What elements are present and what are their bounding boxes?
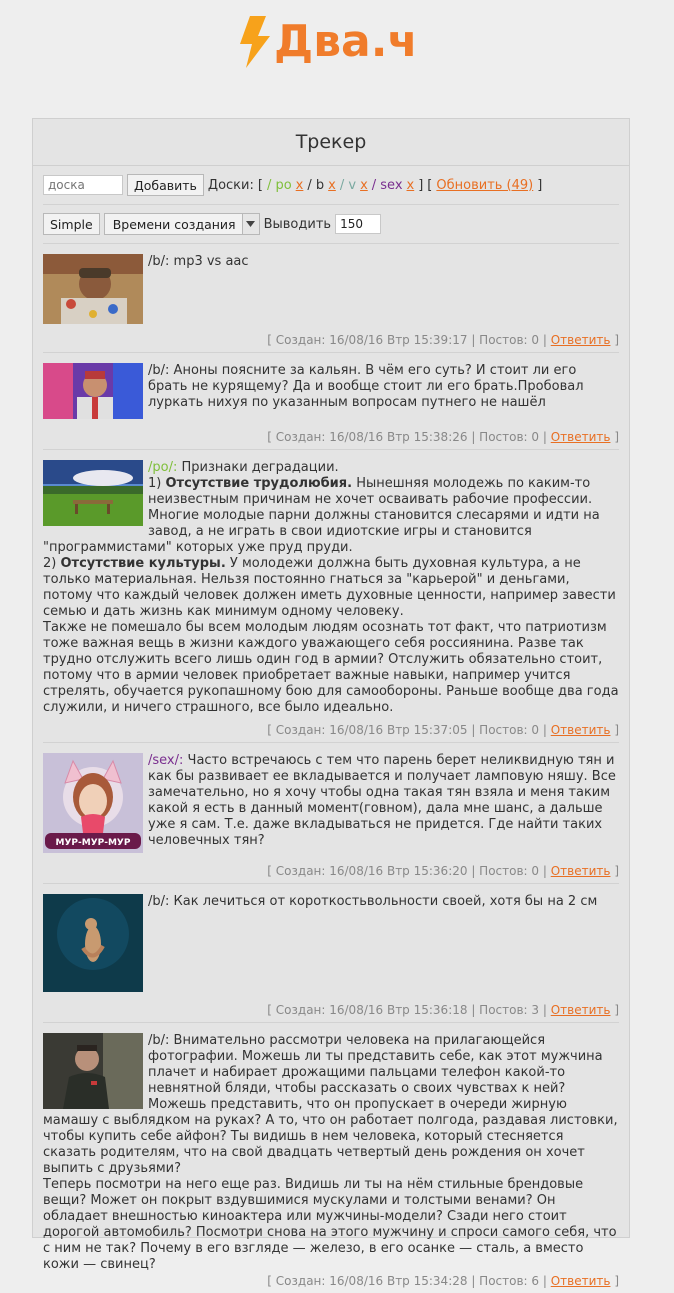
thread-meta-close: ] bbox=[614, 1274, 619, 1288]
thread-meta-close: ] bbox=[614, 864, 619, 878]
thread-board[interactable]: /sex/: bbox=[148, 753, 184, 768]
thread-meta-close: ] bbox=[614, 430, 619, 444]
thread-created: [ Создан: 16/08/16 Втр 15:37:05 | Постов: 0 | bbox=[267, 723, 547, 737]
board-tag-b[interactable]: / b bbox=[307, 177, 325, 193]
thread-created: [ Создан: 16/08/16 Втр 15:36:20 | Постов: 0 | bbox=[267, 864, 547, 878]
thread-item bbox=[43, 1023, 619, 1293]
thread-item bbox=[43, 884, 619, 1023]
boards-bracket-open: [ bbox=[257, 177, 263, 193]
thread-item bbox=[43, 244, 619, 353]
thread-meta bbox=[43, 716, 619, 742]
view-controls bbox=[43, 205, 619, 244]
thread-thumbnail[interactable] bbox=[43, 753, 143, 857]
board-tag-sex[interactable]: / sex bbox=[371, 177, 403, 193]
refresh-bracket-close: ] bbox=[537, 177, 543, 193]
thread-item bbox=[43, 743, 619, 884]
chevron-down-icon[interactable] bbox=[242, 214, 259, 234]
thread-meta bbox=[43, 328, 619, 352]
point-1-text: Нынешняя молодежь по каким-то неизвестным причинам не хочет осваивать рабочие профессии. Многие молодые парни должны становится слесарями и идти на завод, а не играть в свои идиотские игры и становится "программистами" которых уже пруд пруди. bbox=[43, 476, 600, 555]
thread-thumbnail[interactable] bbox=[43, 894, 143, 996]
reply-link[interactable]: Ответить bbox=[550, 333, 611, 347]
point-1-title: Отсутствие трудолюбия. bbox=[165, 476, 353, 491]
thread-created: [ Создан: 16/08/16 Втр 15:34:28 | Постов: 6 | bbox=[267, 1274, 547, 1288]
show-label: Выводить bbox=[263, 216, 332, 232]
reply-link[interactable]: Ответить bbox=[550, 1274, 611, 1288]
site-logo[interactable] bbox=[236, 14, 418, 70]
refresh-bracket-open: [ bbox=[427, 177, 433, 193]
boards-label: Доски: bbox=[207, 177, 254, 193]
sort-select-value: Времени создания bbox=[112, 216, 236, 232]
thread-thumbnail[interactable] bbox=[43, 363, 143, 423]
thread-board[interactable]: /b/: bbox=[148, 254, 170, 269]
thread-list bbox=[33, 244, 629, 1293]
reply-link[interactable]: Ответить bbox=[550, 430, 611, 444]
thread-text: mp3 vs aac bbox=[173, 254, 249, 269]
thread-board[interactable]: /b/: bbox=[148, 894, 170, 909]
thread-thumbnail[interactable] bbox=[43, 1033, 143, 1113]
point-1-num: 1) bbox=[148, 476, 162, 491]
logo-text: Два.ч bbox=[274, 16, 418, 67]
tracker-panel bbox=[32, 118, 630, 1288]
thread-meta-close: ] bbox=[614, 333, 619, 347]
thread-meta bbox=[43, 857, 619, 883]
thread-meta-close: ] bbox=[614, 1003, 619, 1017]
reply-link[interactable]: Ответить bbox=[550, 1003, 611, 1017]
thread-text: Часто встречаюсь с тем что парень берет неликвидную тян и как бы развивает ее вкладывается и получает ламповую няшу. Все замечательно, но я хочу чтобы одна такая тян взяла и меня таким какой я есть в данный момент(говном), дала мне шанс, а дальше уже я сам. Т.е. даже вкладываться не придется. Где найти таких человечных тян? bbox=[148, 753, 616, 848]
boards-bracket-close: ] bbox=[418, 177, 424, 193]
thread-meta-close: ] bbox=[614, 723, 619, 737]
thread-meta bbox=[43, 996, 619, 1022]
thread-meta bbox=[43, 1273, 619, 1293]
point-3-text: Также не помешало бы всем молодым людям осознать тот факт, что патриотизм тоже важная вещь в жизни каждого уважающего себя россиянина. Разве так трудно отслужить всего лишь один год в армии? Отслужить обязательно стоит, потому что в армии человек приобретает важные навыки, например учится стрелять, обучается рукопашному бою для самообороны. Раньше вообще два года служили, и ничего страшного, все было идеально. bbox=[43, 620, 619, 715]
thread-created: [ Создан: 16/08/16 Втр 15:39:17 | Постов: 0 | bbox=[267, 333, 547, 347]
thread-board[interactable]: /b/: bbox=[148, 363, 170, 378]
thread-text: Внимательно рассмотри человека на прилагающейся фотографии. Можешь ли ты представить себе, как этот мужчина плачет и набирает дрожащими пальцами телефон какой-то невнятной бляди, чтобы рассказать о своих чувствах к ней? Можешь представить, что он пропускает в очереди жирную мамашу с выблядком на руках? А то, что он работает полгода, раздавая листовки, чтобы купить себе айфон? Ты видишь в нем человека, который стесняется сказать родителям, что на свой двадцать четвертый день рождения он хочет выпить с друзьями? bbox=[43, 1033, 618, 1176]
add-button[interactable]: Добавить bbox=[127, 174, 204, 196]
thread-board[interactable]: /b/: bbox=[148, 1033, 170, 1048]
show-count-input[interactable] bbox=[335, 214, 381, 234]
thumb-caption: МУР-МУР-МУР bbox=[55, 838, 131, 848]
thread-text: Как лечиться от короткостьвольности своей, хотя бы на 2 см bbox=[173, 894, 598, 909]
refresh-link[interactable]: Обновить (49) bbox=[436, 177, 534, 193]
point-2-title: Отсутствие культуры. bbox=[60, 556, 226, 571]
reply-link[interactable]: Ответить bbox=[550, 864, 611, 878]
board-tag-po[interactable]: / po bbox=[266, 177, 292, 193]
thread-item bbox=[43, 353, 619, 450]
thread-text-2: Теперь посмотри на него еще раз. Видишь ли ты на нём стильные брендовые вещи? Может он покрыт вздувшимися мускулами и толстыми венами? Он обладает внешностью киноактера или мужчины-модели? Сзади него стоит дорогой автомобиль? Посмотри снова на этого мужчину и спроси самого себя, что с ним не так? Почему в его взгляде — железо, в его осанке — сталь, а вместо кожи — свинец? bbox=[43, 1177, 617, 1272]
lightning-icon bbox=[236, 16, 272, 68]
board-remove-po[interactable]: x bbox=[295, 177, 304, 193]
board-remove-v[interactable]: x bbox=[360, 177, 368, 193]
tracker-title: Трекер bbox=[33, 119, 629, 166]
thread-created: [ Создан: 16/08/16 Втр 15:38:26 | Постов: 0 | bbox=[267, 430, 547, 444]
thread-board[interactable]: /po/: bbox=[148, 460, 178, 475]
thread-text: Признаки деградации. bbox=[181, 460, 339, 475]
thread-thumbnail[interactable] bbox=[43, 460, 143, 530]
sort-select[interactable] bbox=[104, 213, 260, 235]
board-remove-sex[interactable]: x bbox=[406, 177, 415, 193]
thread-text: Аноны поясните за кальян. В чём его суть? И стоит ли его брать не курящему? Да и вообще стоит ли его брать.Пробовал луркать нихуя по указанным вопросам путнего не нашёл bbox=[148, 363, 584, 410]
board-tag-v[interactable]: / v bbox=[339, 177, 357, 193]
point-2-text: У молодежи должна быть духовная культура, а не только материальная. Нельзя постоянно гнаться за "карьерой" и деньгами, потому что каждый человек должен иметь духовные ценности, например завести семью и дать жизнь как минимум одному человеку. bbox=[43, 556, 616, 619]
mode-button[interactable]: Simple bbox=[43, 213, 100, 235]
board-remove-b[interactable]: x bbox=[328, 177, 336, 193]
thread-thumbnail[interactable] bbox=[43, 254, 143, 328]
point-2-num: 2) bbox=[43, 556, 57, 571]
thread-meta bbox=[43, 423, 619, 449]
thread-created: [ Создан: 16/08/16 Втр 15:36:18 | Постов: 3 | bbox=[267, 1003, 547, 1017]
board-controls bbox=[43, 166, 619, 205]
reply-link[interactable]: Ответить bbox=[550, 723, 611, 737]
board-input[interactable] bbox=[43, 175, 123, 195]
thread-item bbox=[43, 450, 619, 743]
